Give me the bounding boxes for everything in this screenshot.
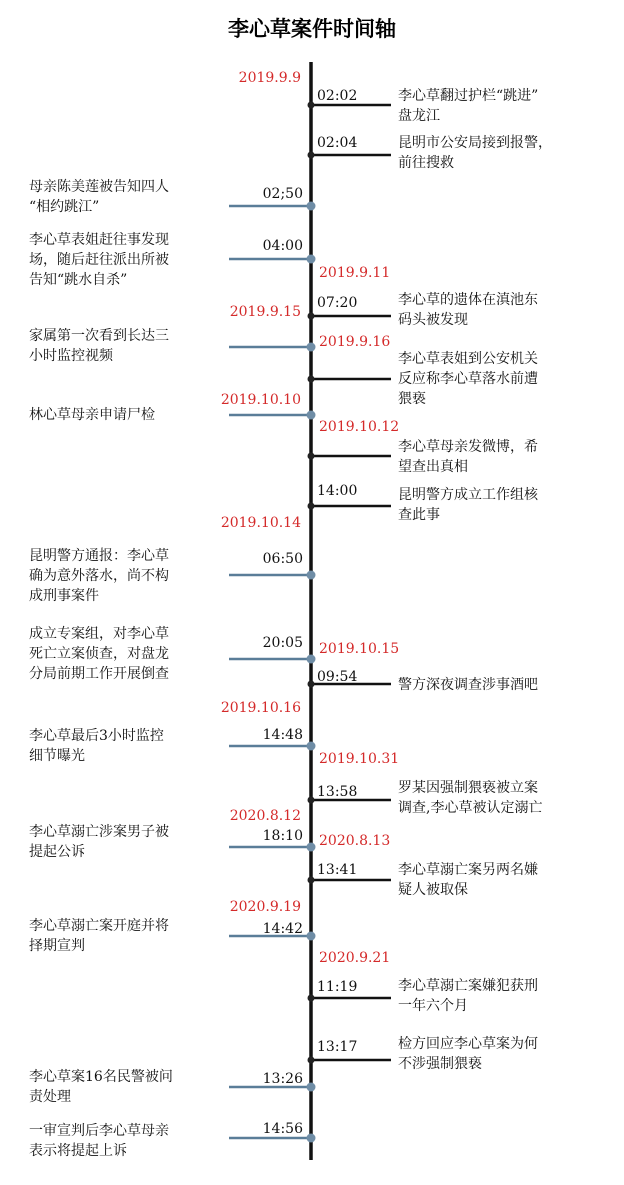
event-description: 李心草案16名民警被问	[29, 1069, 173, 1085]
date-label: 2019.10.16	[220, 700, 301, 716]
event-description: 林心草母亲申请尸检	[29, 407, 155, 423]
event-time: 02:04	[317, 135, 358, 151]
event-time: 06:50	[262, 551, 303, 567]
event-dot	[308, 681, 315, 688]
event-description: 调查,李心草被认定溺亡	[398, 800, 543, 816]
event-description: “相约跳江”	[29, 199, 100, 215]
event-time: 14:00	[317, 483, 358, 499]
event-time: 14:56	[262, 1121, 303, 1137]
event-dot	[307, 1134, 316, 1143]
event-description: 李心草溺亡案另两名嫌	[398, 862, 538, 878]
event-description: 反应称李心草落水前遭	[398, 371, 538, 387]
date-label: 2019.10.12	[319, 419, 400, 435]
event-time: 13:26	[262, 1071, 303, 1087]
event-description: 昆明市公安局接到报警，	[398, 135, 552, 151]
event-dot	[308, 797, 315, 804]
event-description: 提起公诉	[29, 844, 85, 860]
event-time: 02;50	[262, 186, 303, 202]
event-dot	[307, 843, 316, 852]
event-description: 死亡立案侦查，对盘龙	[29, 646, 169, 662]
event-description: 李心草母亲发微博，希	[398, 439, 538, 455]
event-description: 细节曝光	[29, 748, 85, 764]
event-description: 李心草溺亡涉案男子被	[29, 824, 169, 840]
date-label: 2019.10.31	[319, 751, 400, 767]
event-description: 李心草溺亡案嫌犯获刑	[398, 978, 538, 994]
event-description: 成立专案组，对李心草	[29, 626, 169, 642]
event-description: 一年六个月	[398, 998, 468, 1014]
date-label: 2019.10.10	[220, 392, 301, 408]
date-label: 2020.8.13	[319, 833, 391, 849]
event-description: 望查出真相	[398, 459, 468, 475]
event-description: 罗某因强制猥亵被立案	[398, 780, 538, 796]
event-dot	[308, 152, 315, 159]
event-time: 02:02	[317, 88, 358, 104]
event-description: 李心草翻过护栏“跳进”	[398, 88, 539, 104]
event-dot	[307, 655, 316, 664]
date-label: 2019.10.14	[220, 515, 301, 531]
event-dot	[308, 1057, 315, 1064]
date-label: 2020.9.19	[229, 899, 301, 915]
event-time: 14:42	[262, 921, 303, 937]
event-dot	[307, 255, 316, 264]
date-label: 2020.8.12	[229, 808, 301, 824]
event-time: 04:00	[262, 238, 303, 254]
event-dot	[307, 202, 316, 211]
timeline-title: 李心草案件时间轴	[228, 17, 396, 41]
event-description: 盘龙江	[398, 108, 440, 124]
event-description: 猥亵	[398, 391, 426, 407]
event-description: 检方回应李心草案为何	[398, 1036, 538, 1052]
event-dot	[307, 742, 316, 751]
event-dot	[307, 411, 316, 420]
event-description: 不涉强制猥亵	[398, 1056, 482, 1072]
event-time: 13:41	[317, 862, 358, 878]
event-dot	[307, 932, 316, 941]
event-description: 昆明警方成立工作组核	[398, 487, 538, 503]
event-time: 07:20	[317, 295, 358, 311]
event-description: 李心草的遗体在滇池东	[398, 292, 538, 308]
event-description: 疑人被取保	[398, 882, 468, 898]
event-dot	[307, 1083, 316, 1092]
event-description: 确为意外落水，尚不构	[29, 568, 169, 584]
event-time: 13:58	[317, 784, 358, 800]
event-dot	[308, 313, 315, 320]
event-description: 表示将提起上诉	[29, 1143, 127, 1159]
event-dot	[308, 376, 315, 383]
event-description: 母亲陈美莲被告知四人	[29, 179, 169, 195]
event-description: 警方深夜调查涉事酒吧	[398, 677, 538, 693]
date-label: 2019.9.11	[319, 265, 391, 281]
event-description: 家属第一次看到长达三	[29, 328, 169, 344]
event-time: 13:17	[317, 1039, 358, 1055]
event-description: 前往搜救	[398, 155, 454, 171]
event-dot	[308, 503, 315, 510]
event-dot	[308, 995, 315, 1002]
event-description: 昆明警方通报：李心草	[29, 548, 169, 564]
date-label: 2019.10.15	[319, 641, 400, 657]
event-description: 场，随后赶往派出所被	[29, 252, 169, 268]
event-description: 告知“跳水自杀”	[29, 272, 128, 288]
event-description: 李心草表姐到公安机关	[398, 351, 538, 367]
event-description: 小时监控视频	[29, 348, 113, 364]
event-description: 李心草溺亡案开庭并将	[29, 918, 169, 934]
event-description: 责处理	[29, 1089, 71, 1105]
event-dot	[308, 102, 315, 109]
event-dot	[308, 877, 315, 884]
event-description: 分局前期工作开展倒查	[29, 666, 169, 682]
event-time: 11:19	[317, 979, 358, 995]
event-time: 20:05	[262, 635, 303, 651]
date-label: 2019.9.15	[229, 304, 301, 320]
event-description: 李心草表姐赶往事发现	[29, 232, 169, 248]
date-label: 2019.9.9	[238, 70, 301, 86]
event-time: 18:10	[262, 828, 303, 844]
event-description: 一审宣判后李心草母亲	[29, 1123, 169, 1139]
event-description: 成刑事案件	[29, 588, 99, 604]
event-description: 码头被发现	[398, 312, 468, 328]
event-dot	[307, 571, 316, 580]
event-time: 14:48	[262, 727, 303, 743]
date-label: 2020.9.21	[319, 950, 391, 966]
event-description: 李心草最后3小时监控	[29, 728, 164, 744]
event-description: 择期宣判	[29, 938, 85, 954]
event-description: 查此事	[398, 507, 440, 523]
event-time: 09:54	[317, 669, 358, 685]
event-dot	[308, 453, 315, 460]
event-dot	[307, 343, 316, 352]
date-label: 2019.9.16	[319, 334, 391, 350]
